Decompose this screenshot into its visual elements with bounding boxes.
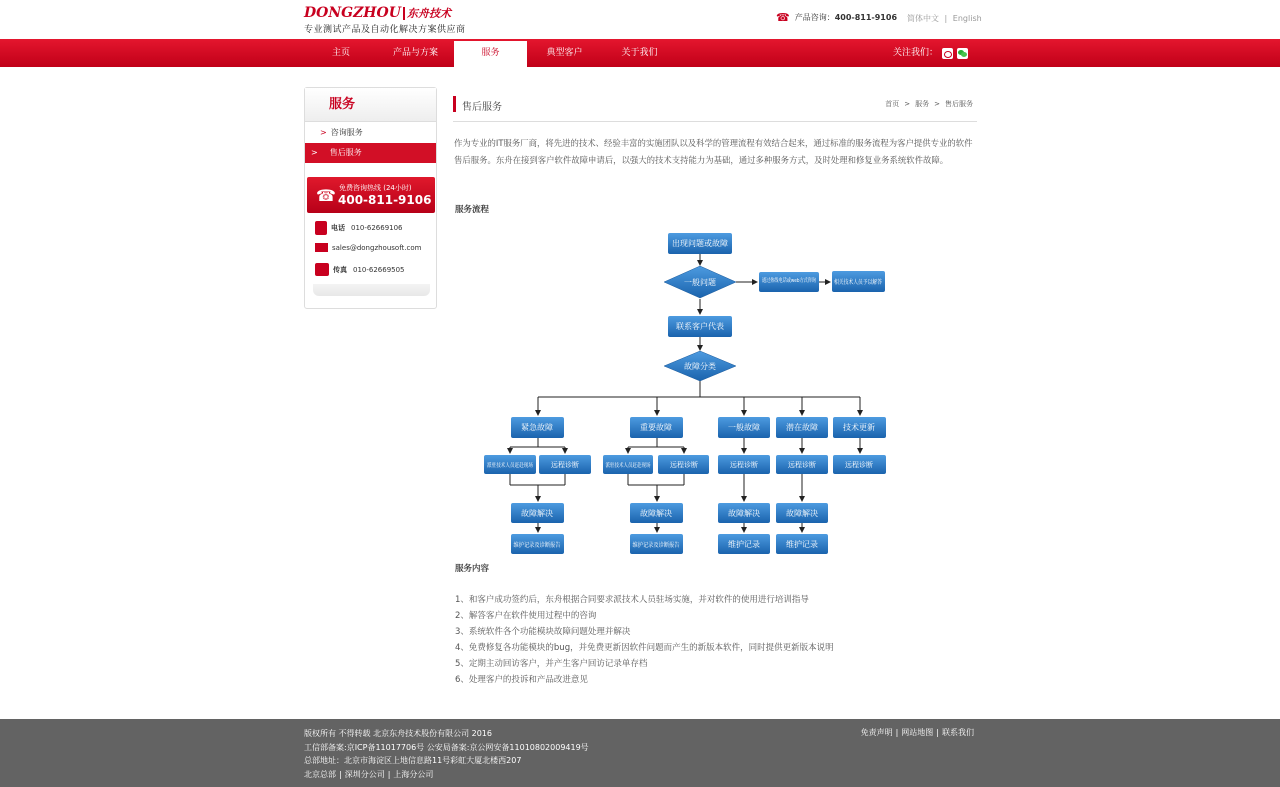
sidebar-item-consulting[interactable] bbox=[305, 123, 436, 143]
breadcrumb-separator: > bbox=[904, 100, 911, 108]
flow-category-tech-update bbox=[833, 417, 886, 438]
page-title: 售后服务 bbox=[462, 102, 502, 113]
email-value[interactable]: sales@dongzhousoft.com bbox=[332, 243, 422, 252]
flow-node-record-report bbox=[630, 534, 687, 554]
sidebar-title: 服务 bbox=[305, 88, 436, 122]
nav-home[interactable]: 主页 bbox=[331, 48, 350, 58]
flow-node-phone-web bbox=[759, 272, 834, 292]
main-nav bbox=[0, 39, 1280, 67]
slogan: 专业测试产品及自动化解决方案供应商 bbox=[304, 25, 466, 35]
hotline-number: 400-811-9106 bbox=[834, 13, 898, 22]
flow-text: 一般故障 bbox=[728, 423, 760, 432]
breadcrumb-separator: > bbox=[934, 100, 940, 108]
flow-node-onsite bbox=[603, 455, 661, 474]
flow-node-resolved bbox=[776, 503, 828, 523]
breadcrumb bbox=[885, 99, 973, 109]
fax-value: 010-62669505 bbox=[353, 265, 405, 274]
sidebar bbox=[304, 87, 437, 309]
flow-node-remote bbox=[539, 455, 591, 474]
sidebar-item-after-sales[interactable] bbox=[305, 143, 436, 163]
hotline-banner-label: 免费咨询热线 (24小时) bbox=[339, 184, 412, 192]
list-item: 6、处理客户的投诉和产品改进意见 bbox=[455, 675, 588, 685]
language-switcher bbox=[907, 13, 982, 24]
flow-node-remote bbox=[833, 455, 886, 474]
flow-text: 远程诊断 bbox=[788, 461, 816, 469]
flow-node-record-report bbox=[511, 534, 568, 554]
branch-link-shenzhen[interactable]: 深圳分公司 bbox=[344, 769, 385, 779]
flow-node-start bbox=[668, 233, 732, 254]
mail-icon bbox=[315, 243, 328, 252]
flow-text: 故障解决 bbox=[640, 509, 672, 518]
flow-text: 派驻技术人员赶赴现场 bbox=[605, 463, 661, 469]
flow-text: 重要故障 bbox=[640, 423, 672, 432]
content-section-title: 服务内容 bbox=[455, 564, 490, 574]
flow-category-general bbox=[718, 417, 770, 438]
hotline-banner-number: 400-811-9106 bbox=[338, 193, 432, 207]
list-item: 1、和客户成功签约后，东舟根据合同要求派技术人员驻场实施，并对软件的使用进行培训指导 bbox=[455, 595, 809, 605]
footer-separator: | bbox=[936, 728, 939, 737]
flow-decision-general bbox=[664, 266, 736, 298]
sidebar-item-label: 售后服务 bbox=[329, 148, 362, 157]
flow-text: 技术更新 bbox=[843, 423, 875, 432]
phone-icon: ☎ bbox=[316, 186, 336, 205]
follow-us bbox=[893, 39, 968, 67]
lang-separator: | bbox=[944, 14, 948, 23]
breadcrumb-home[interactable]: 首页 bbox=[885, 100, 900, 108]
weibo-icon[interactable] bbox=[942, 48, 953, 59]
flow-node-record bbox=[718, 534, 770, 554]
content-header bbox=[453, 95, 977, 122]
nav-services[interactable]: 服务 bbox=[454, 41, 527, 67]
fax-label: 传真 bbox=[333, 265, 347, 274]
flow-text: 远程诊断 bbox=[845, 461, 873, 469]
flow-node-contact-rep bbox=[668, 316, 732, 337]
flow-text: 故障解决 bbox=[728, 509, 760, 518]
flow-text: 一般问题 bbox=[684, 278, 716, 287]
footer-separator: | bbox=[339, 769, 342, 779]
flow-category-important bbox=[630, 417, 683, 438]
flow-text: 维护记录 bbox=[786, 540, 818, 549]
service-flowchart bbox=[480, 229, 900, 559]
follow-label: 关注我们： bbox=[893, 48, 939, 58]
flow-text: 故障分类 bbox=[684, 362, 716, 371]
flow-text: 出现问题或故障 bbox=[672, 239, 728, 248]
flow-text: 远程诊断 bbox=[551, 461, 579, 469]
site-header bbox=[0, 0, 1280, 39]
contact-fax bbox=[315, 263, 405, 276]
footer-address: 总部地址：北京市海淀区上地信息路11号彩虹大厦北楼西207 bbox=[304, 756, 522, 765]
breadcrumb-current: 售后服务 bbox=[945, 100, 973, 108]
flow-category-urgent bbox=[511, 417, 564, 438]
flow-text: 联系客户代表 bbox=[676, 322, 724, 331]
flow-node-answer bbox=[832, 271, 895, 292]
flow-node-remote bbox=[658, 455, 709, 474]
intro-paragraph: 作为专业的IT服务厂商，将先进的技术、经验丰富的实施团队以及科学的管理流程有效结合起来，通过标准的服务流程为客户提供专业的软件售后服务。东舟在接到客户软件故障申请后，以强大的技术支持能力为基础，通过多种服务方式，及时处理和修复业务系统软件故障。 bbox=[454, 138, 973, 165]
breadcrumb-services[interactable]: 服务 bbox=[915, 100, 930, 108]
title-accent-bar bbox=[453, 96, 456, 112]
contact-tel bbox=[315, 221, 403, 235]
footer-icp: 工信部备案:京ICP备11017706号 公安局备案:京公网安备11010802009419号 bbox=[304, 742, 589, 752]
logo-text-en: DONGZHOU bbox=[304, 5, 401, 21]
footer-links bbox=[861, 727, 974, 738]
flow-node-onsite bbox=[484, 455, 543, 474]
branch-link-beijing[interactable]: 北京总部 bbox=[304, 769, 336, 779]
flow-node-remote bbox=[776, 455, 828, 474]
flow-node-resolved bbox=[511, 503, 564, 523]
list-item: 4、免费修复各功能模块的bug，并免费更新因软件问题而产生的新版本软件，同时提供更新版本说明 bbox=[455, 643, 834, 653]
logo-divider bbox=[403, 7, 405, 20]
list-item: 5、定期主动回访客户，并产生客户回访记录单存档 bbox=[455, 659, 648, 669]
fax-icon bbox=[315, 263, 329, 276]
header-hotline bbox=[776, 12, 897, 23]
list-item: 2、解答客户在软件使用过程中的咨询 bbox=[455, 611, 597, 621]
chevron-right-icon: > bbox=[311, 148, 318, 157]
sidebar-footer-shade bbox=[313, 284, 430, 296]
logo[interactable] bbox=[304, 5, 451, 21]
nav-about[interactable]: 关于我们 bbox=[621, 48, 658, 58]
flow-text: 故障解决 bbox=[521, 509, 553, 518]
branch-link-shanghai[interactable]: 上海分公司 bbox=[393, 769, 434, 779]
flow-text: 相关技术人员予以解答 bbox=[834, 279, 895, 286]
tel-value: 010-62669106 bbox=[351, 224, 403, 232]
lang-chinese-link[interactable]: 简体中文 bbox=[907, 14, 939, 23]
flow-text: 紧急故障 bbox=[521, 423, 553, 432]
flow-decision-classify bbox=[664, 351, 736, 381]
nav-products[interactable]: 产品与方案 bbox=[392, 48, 438, 58]
flow-text: 维护记录及诊断报告 bbox=[513, 542, 568, 549]
flow-text: 维护记录 bbox=[728, 540, 760, 549]
hotline-label: 产品咨询： bbox=[794, 13, 835, 22]
flow-text: 故障解决 bbox=[786, 509, 818, 518]
flow-node-resolved bbox=[630, 503, 683, 523]
list-item: 3、系统软件各个功能模块故障问题处理并解决 bbox=[455, 627, 631, 637]
footer-link-sitemap[interactable]: 网站地图 bbox=[901, 728, 934, 737]
footer-separator: | bbox=[895, 728, 899, 737]
flow-text: 派驻技术人员赶赴现场 bbox=[487, 463, 543, 469]
footer-separator: | bbox=[387, 769, 391, 779]
flow-section-title: 服务流程 bbox=[455, 205, 490, 215]
nav-customers[interactable]: 典型客户 bbox=[546, 48, 583, 58]
flow-text: 远程诊断 bbox=[730, 461, 758, 469]
site-footer bbox=[0, 719, 1280, 787]
flow-text: 潜在故障 bbox=[786, 423, 818, 432]
footer-copyright: 版权所有 不得转载 北京东舟技术股份有限公司 2016 bbox=[304, 729, 492, 738]
telephone-icon bbox=[315, 221, 327, 235]
lang-english-link[interactable]: English bbox=[952, 14, 982, 23]
flow-node-record bbox=[776, 534, 828, 554]
flow-text: 维护记录及诊断报告 bbox=[632, 542, 687, 549]
sidebar-item-label: 咨询服务 bbox=[330, 128, 363, 137]
wechat-icon[interactable] bbox=[957, 48, 968, 59]
chevron-right-icon: > bbox=[320, 128, 327, 137]
flow-text: 通过热线电话或web方式咨询 bbox=[762, 278, 834, 284]
hotline-banner bbox=[307, 177, 435, 213]
footer-branches bbox=[304, 768, 589, 782]
service-content-list bbox=[455, 592, 834, 688]
footer-link-contact[interactable]: 联系我们 bbox=[942, 728, 974, 737]
flow-node-resolved bbox=[718, 503, 770, 523]
flow-node-remote bbox=[718, 455, 770, 474]
footer-link-disclaimer[interactable]: 免责声明 bbox=[860, 728, 893, 737]
tel-label: 电话 bbox=[331, 224, 345, 232]
flow-category-potential bbox=[776, 417, 828, 438]
contact-email bbox=[315, 243, 421, 252]
logo-text-cn: 东舟技术 bbox=[406, 7, 451, 20]
footer-info bbox=[304, 727, 589, 781]
phone-icon: ☎ bbox=[776, 10, 790, 24]
flow-text: 远程诊断 bbox=[670, 461, 698, 469]
